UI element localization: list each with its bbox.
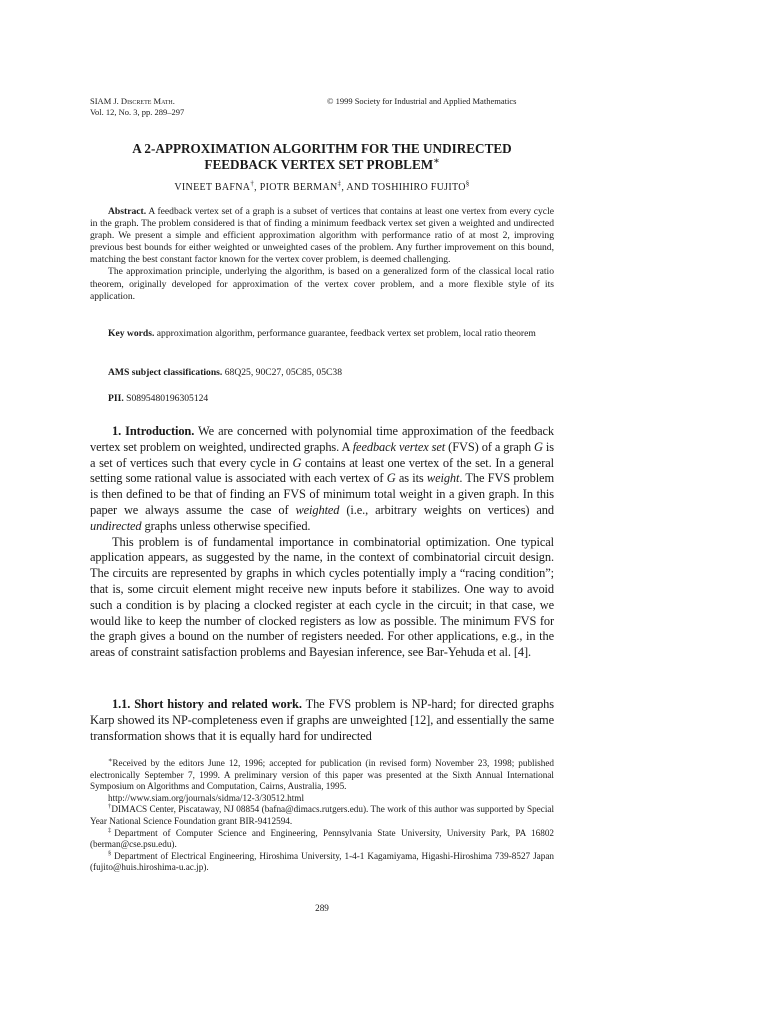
footnote-url: http://www.siam.org/journals/sidma/12-3/30512.html	[108, 792, 304, 803]
footnote-berman: ‡Department of Computer Science and Engineering, Pennsylvania State University, University Park, PA 16802 (berman@cse.psu.edu).	[90, 826, 555, 850]
section-heading-introduction: 1. Introduction.	[112, 424, 195, 438]
section-heading-history: 1.1. Short history and related work.	[112, 697, 302, 711]
author-2: PIOTR BERMAN	[259, 182, 338, 193]
abstract-paragraph-1: Abstract. A feedback vertex set of a graph is a subset of vertices that contains at least one vertex from every cycle in the graph. The problem considered is that of finding a minimum feedback vertex set given a weighted and undirected graph. We present a simple and efficient approximation algorithm with performance ratio of at most 2, improving previous best bounds for either weighted or unweighted cases of the problem. Any further improvement on this bound, matching the best constant factor known for the vertex cover problem, is deemed challenging.	[90, 206, 554, 266]
abstract-label: Abstract.	[108, 206, 147, 217]
author-3-mark: §	[465, 179, 470, 188]
title-footnote-mark: ∗	[433, 155, 440, 166]
page-number: 289	[315, 903, 329, 913]
author-1-mark: †	[250, 179, 255, 188]
intro-paragraph-2: This problem is of fundamental importance in combinatorial optimization. One typical application appears, as suggested by the name, in the context of combinatorial circuit design. The circuits are represented by graphs in which cycles potentially imply a “racing condition”; that is, some circuit element might receive new inputs before it stabilizes. One way to avoid such a condition is by placing a clocked register at each cycle in the circuit; in that case, we would like to keep the number of clocked registers as low as possible. The minimum FVS for the graph gives a bound on the number of registers needed. For other applications, e.g., in the areas of constraint satisfaction problems and Bayesian inference, see Bar-Yehuda et al. [4].	[90, 534, 554, 660]
ams-label: AMS subject classifications.	[108, 367, 223, 378]
journal-volume: Vol. 12, No. 3, pp. 289–297	[90, 106, 185, 117]
title-line-2: FEEDBACK VERTEX SET PROBLEM∗	[204, 155, 440, 172]
history-paragraph: 1.1. Short history and related work. The FVS problem is NP-hard; for directed graphs Karp showed its NP-completeness even if graphs are unweighted [12], and essentially the same transformation shows that it is equally hard for undirected	[90, 697, 554, 743]
pii-label: PII.	[108, 393, 124, 404]
footnote-fujito: § Department of Electrical Engineering, Hiroshima University, 1-4-1 Kagamiyama, Higashi-Hiroshima 739-8527 Japan (fujito@huis.hiroshima-u.ac.jp).	[90, 849, 554, 873]
author-list: VINEET BAFNA†, PIOTR BERMAN‡, AND TOSHIHIRO FUJITO§	[174, 179, 470, 193]
intro-paragraph-1: 1. Introduction. We are concerned with polynomial time approximation of the feedback vertex set problem on weighted, undirected graphs. A feedback vertex set (FVS) of a graph G is a set of vertices such that every cycle in G contains at least one vertex of the set. In a general setting some rational value is associated with each vertex of G as its weight. The FVS problem is then defined to be that of finding an FVS of minimum total weight in a given graph. In this paper we always assume the case of weighted (i.e., arbitrary weights on vertices) and undirected graphs unless otherwise specified.	[90, 424, 554, 533]
journal-header	[90, 96, 184, 117]
keywords: Key words. approximation algorithm, performance guarantee, feedback vertex set problem, local ratio theorem	[108, 328, 536, 339]
ams-classifications: AMS subject classifications. 68Q25, 90C27, 05C85, 05C38	[108, 367, 343, 378]
footnote-bafna: †DIMACS Center, Piscataway, NJ 08854 (bafna@dimacs.rutgers.edu). The work of this author was supported by Special Year National Science Foundation grant BIR-9412594.	[90, 803, 554, 826]
pii: PII. S0895480196305124	[108, 393, 209, 404]
title-line-1: A 2-APPROXIMATION ALGORITHM FOR THE UNDIRECTED	[132, 141, 512, 156]
author-3: AND TOSHIHIRO FUJITO	[346, 182, 466, 193]
section-history	[90, 697, 554, 744]
paper-title	[90, 141, 554, 173]
footnotes	[90, 758, 554, 874]
abstract	[90, 206, 554, 303]
section-introduction	[90, 424, 554, 661]
journal-name: SIAM J. Discrete Math.	[90, 96, 175, 106]
copyright-notice: © 1999 Society for Industrial and Applied Mathematics	[327, 96, 517, 106]
footnote-received: ∗Received by the editors June 12, 1996; accepted for publication (in revised form) November 23, 1998; published electronically September 7, 1999. A preliminary version of this paper was presented at the Sixth Annual International Symposium on Algorithms and Computation, Cairns, Australia, 1995.	[90, 756, 554, 792]
author-1: VINEET BAFNA	[174, 182, 251, 193]
author-2-mark: ‡	[337, 179, 342, 188]
keywords-label: Key words.	[108, 328, 155, 339]
abstract-paragraph-2: The approximation principle, underlying the algorithm, is based on a generalized form of the classical local ratio theorem, originally developed for approximation of the vertex cover problem, and a more flexible style of its application.	[90, 266, 554, 302]
